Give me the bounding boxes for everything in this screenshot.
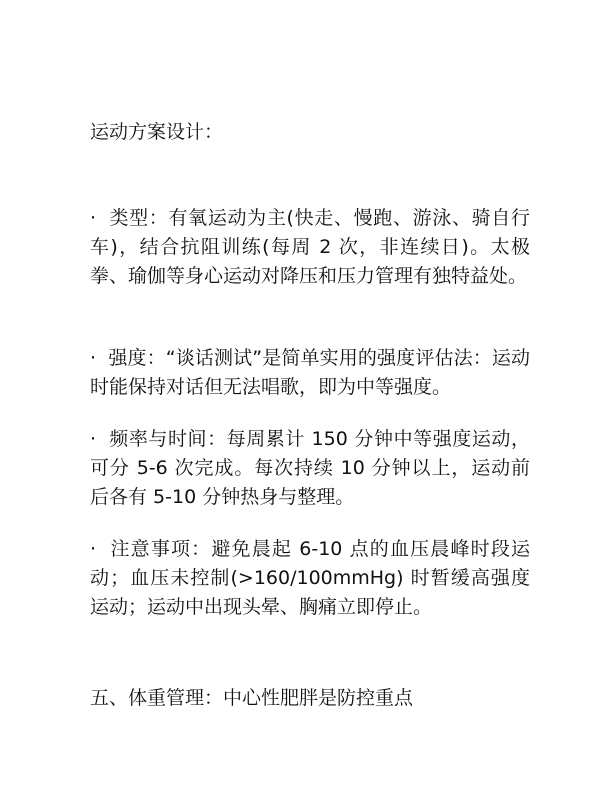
bullet-marker: · [90, 538, 97, 560]
bullet-frequency-time [90, 425, 530, 511]
bullet-precautions [90, 535, 530, 621]
bullet-text: 频率与时间：每周累计 150 分钟中等强度运动，可分 5-6 次完成。每次持续 10 分钟以上，运动前后各有 5-10 分钟热身与整理。 [90, 428, 530, 508]
section-title: 运动方案设计： [90, 121, 224, 143]
bullet-type [90, 204, 530, 290]
bullet-marker: · [90, 347, 97, 369]
bullet-intensity [90, 344, 530, 402]
bullet-text: 类型：有氧运动为主(快走、慢跑、游泳、骑自行车)，结合抗阻训练(每周 2 次，非连续日)。太极拳、瑜伽等身心运动对降压和压力管理有独特益处。 [90, 207, 530, 287]
bullet-marker: · [90, 428, 97, 450]
next-section-title: 五、体重管理：中心性肥胖是防控重点 [90, 687, 414, 709]
bullet-text: 强度：“谈话测试”是简单实用的强度评估法：运动时能保持对话但无法唱歌，即为中等强度。 [90, 347, 530, 398]
bullet-marker: · [90, 207, 97, 229]
bullet-text: 注意事项：避免晨起 6-10 点的血压晨峰时段运动；血压未控制(>160/100mmHg) 时暂缓高强度运动；运动中出现头晕、胸痛立即停止。 [90, 538, 530, 618]
